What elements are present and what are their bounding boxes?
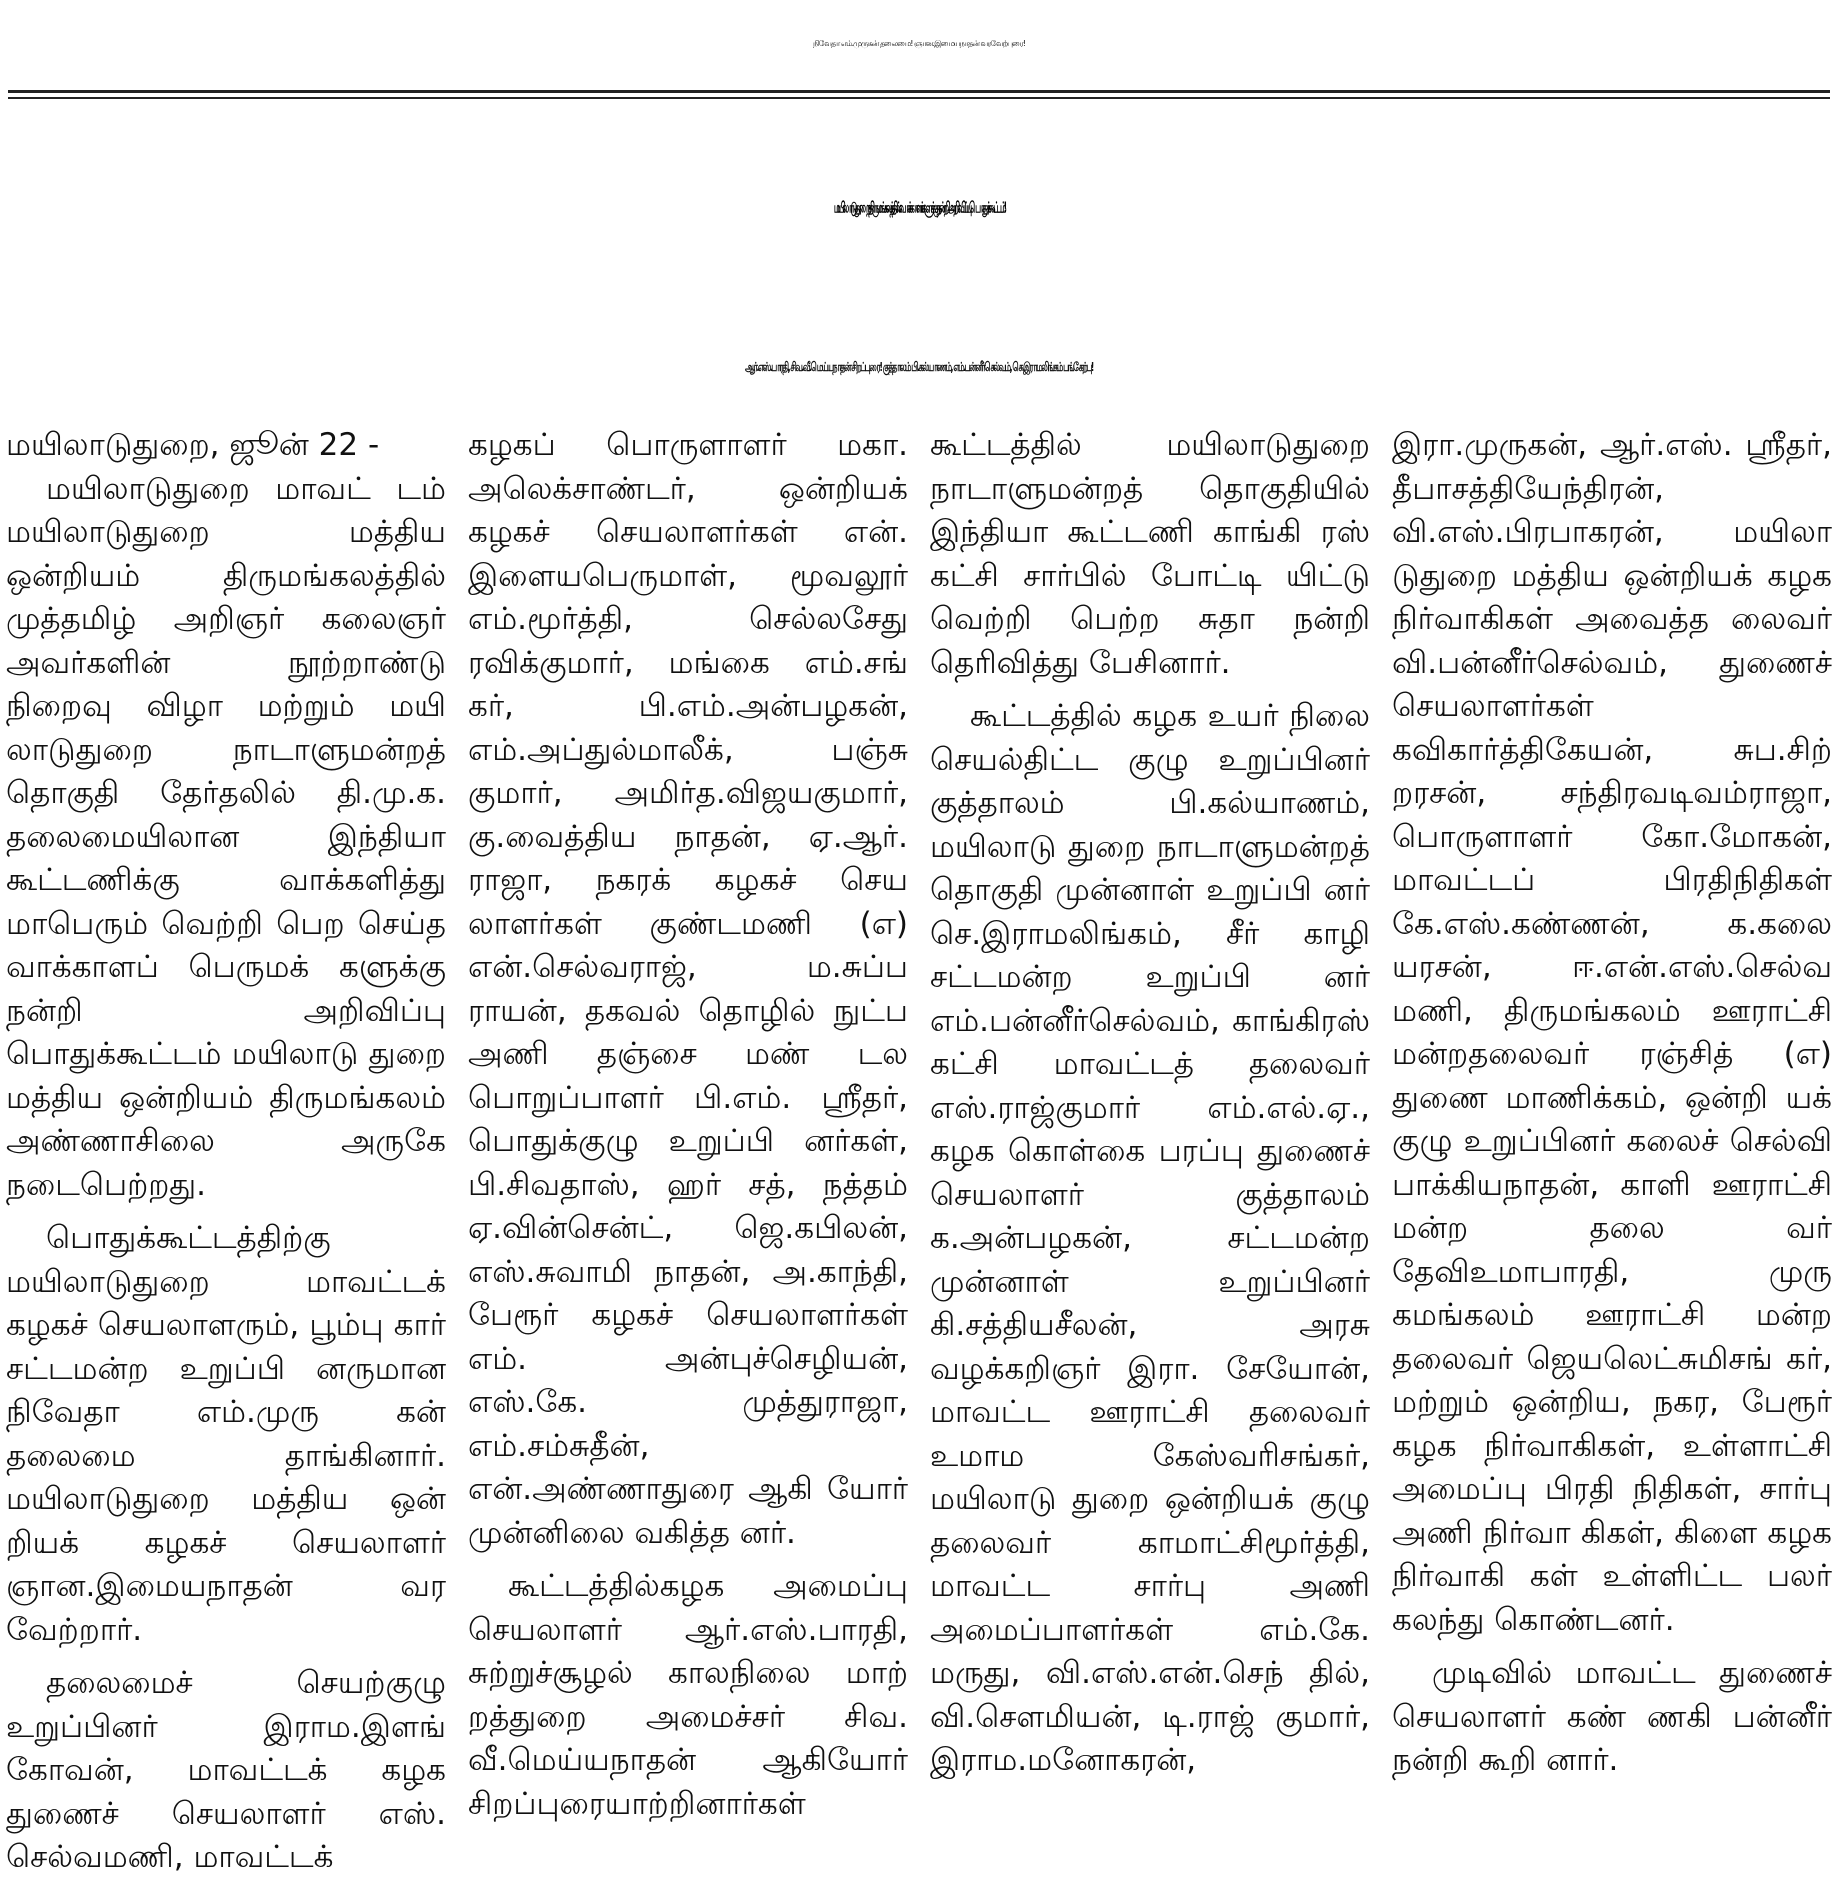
subheadline: ஆர்.எஸ்.பாரதி, சிவ.வீ.மெய்யநாதன் சிறப்புரை! குத்தாலம் பி.கல்யாணம், எம்.பன்னீர்செல்வம், செ.இராமலிங்கம் பங்கேற்பு! xyxy=(745,360,1093,375)
article-paragraph: கூட்டத்தில்கழக அமைப்பு செயலாளர் ஆர்.எஸ்.பாரதி, சுற்றுச்சூழல் காலநிலை மாற் றத்துறை அமைச்சர் சிவ. வீ.மெய்யநாதன் ஆகியோர் சிறப்புரையாற்றினார்கள் xyxy=(468,1568,908,1822)
article-body xyxy=(6,424,1832,1886)
article-paragraph: பொதுக்கூட்டத்திற்கு மயிலாடுதுறை மாவட்டக் கழகச் செயலாளரும், பூம்பு கார் சட்டமன்ற உறுப்பி னருமான நிவேதா எம்.முரு கன் தலைமை தாங்கினார். மயிலாடுதுறை மத்திய ஒன் றியக் கழகச் செயலாளர் ஞான.இமையநாதன் வர வேற்றார். xyxy=(6,1220,446,1648)
kicker-line: நிவேதா எம்.முருகன் தலைமை! ஞான.இமையநாதன் வரவேற்புரை! xyxy=(813,39,1025,48)
article-column-3 xyxy=(930,424,1370,1886)
article-column-4 xyxy=(1392,424,1832,1886)
article-paragraph: முடிவில் மாவட்ட துணைச் செயலாளர் கண் ணகி பன்னீர் நன்றி கூறி னார். xyxy=(1392,1655,1832,1778)
article-paragraph: கூட்டத்தில் மயிலாடுதுறை நாடாளுமன்றத் தொகுதியில் இந்தியா கூட்டணி காங்கி ரஸ் கட்சி சார்பில் போட்டி யிட்டு வெற்றி பெற்ற சுதா நன்றி தெரிவித்து பேசினார். xyxy=(930,427,1370,681)
article-paragraph: இரா.முருகன், ஆர்.எஸ். ஸ்ரீதர், தீபாசத்தியேந்திரன், வி.எஸ்.பிரபாகரன், மயிலா டுதுறை மத்திய ஒன்றியக் கழக நிர்வாகிகள் அவைத்த லைவர் வி.பன்னீர்செல்வம், துணைச் செயலாளர்கள் கவிகார்த்திகேயன், சுப.சிற் றரசன், சந்திரவடிவம்ராஜா, பொருளாளர் கோ.மோகன், மாவட்டப் பிரதிநிதிகள் கே.எஸ்.கண்ணன், க.கலை யரசன், ஈ.என்.எஸ்.செல்வ மணி, திருமங்கலம் ஊராட்சி மன்றதலைவர் ரஞ்சித் (எ) துணை மாணிக்கம், ஒன்றி யக் குழு உறுப்பினர் கலைச் செல்வி பாக்கியநாதன், காளி ஊராட்சி மன்ற தலை வர் தேவிஉமாபாரதி, முரு கமங்கலம் ஊராட்சி மன்ற தலைவர் ஜெயலெட்சுமிசங் கர், மற்றும் ஒன்றிய, நகர, பேரூர் கழக நிர்வாகிகள், உள்ளாட்சி அமைப்பு பிரதி நிதிகள், சார்பு அணி நிர்வா கிகள், கிளை கழக நிர்வாகி கள் உள்ளிட்ட பலர் கலந்து கொண்டனர். xyxy=(1392,427,1832,1638)
article-paragraph: தலைமைச் செயற்குழு உறுப்பினர் இராம.இளங் கோவன், மாவட்டக் கழக துணைச் செயலாளர் எஸ். செல்வமணி, மாவட்டக் xyxy=(6,1665,446,1875)
article-column-1 xyxy=(6,424,446,1886)
article-paragraph: கழகப் பொருளாளர் மகா. அலெக்சாண்டர், ஒன்றியக் கழகச் செயலாளர்கள் என். இளையபெருமாள், மூவலூர் எம்.மூர்த்தி, செல்லசேது ரவிக்குமார், மங்கை எம்.சங் கர், பி.எம்.அன்பழகன், எம்.அப்துல்மாலீக், பஞ்சு குமார், அமிர்த.விஜயகுமார், கு.வைத்திய நாதன், ஏ.ஆர். ராஜா, நகரக் கழகச் செய லாளர்கள் குண்டமணி (எ) என்.செல்வராஜ், ம.சுப்ப ராயன், தகவல் தொழில் நுட்ப அணி தஞ்சை மண் டல பொறுப்பாளர் பி.எம். ஸ்ரீதர், பொதுக்குழு உறுப்பி னர்கள், பி.சிவதாஸ், ஹர் சத், நத்தம் ஏ.வின்சென்ட், ஜெ.கபிலன், எஸ்.சுவாமி நாதன், அ.காந்தி, பேரூர் கழகச் செயலாளர்கள் எம். அன்புச்செழியன், எஸ்.கே. முத்துராஜா, எம்.சம்சுதீன், என்.அண்ணாதுரை ஆகி யோர் முன்னிலை வகித்த னர். xyxy=(468,427,908,1551)
article-paragraph: மயிலாடுதுறை மாவட் டம் மயிலாடுதுறை மத்திய ஒன்றியம் திருமங்கலத்தில் முத்தமிழ் அறிஞர் கலைஞர் அவர்களின் நூற்றாண்டு நிறைவு விழா மற்றும் மயி லாடுதுறை நாடாளுமன்றத் தொகுதி தேர்தலில் தி.மு.க. தலைமையிலான இந்தியா கூட்டணிக்கு வாக்களித்து மாபெரும் வெற்றி பெற செய்த வாக்காளப் பெருமக் களுக்கு நன்றி அறிவிப்பு பொதுக்கூட்டம் மயிலாடு துறை மத்திய ஒன்றியம் திருமங்கலம் அண்ணாசிலை அருகே நடைபெற்றது. xyxy=(6,470,446,1203)
dateline: மயிலாடுதுறை, ஜூன் 22 - xyxy=(6,427,380,463)
article-column-2 xyxy=(468,424,908,1886)
headline: மயிலாடுதுறை - திருமங்கலத்தில் வாக்காளர்களுக்கு நன்றி அறிவிப்பு பொதுக்கூட்டம்! xyxy=(833,199,1005,217)
article-paragraph: கூட்டத்தில் கழக உயர் நிலை செயல்திட்ட குழு உறுப்பினர் குத்தாலம் பி.கல்யாணம், மயிலாடு துறை நாடாளுமன்றத் தொகுதி முன்னாள் உறுப்பி னர் செ.இராமலிங்கம், சீர் காழி சட்டமன்ற உறுப்பி னர் எம்.பன்னீர்செல்வம், காங்கிரஸ் கட்சி மாவட்டத் தலைவர் எஸ்.ராஜ்குமார் எம்.எல்.ஏ., கழக கொள்கை பரப்பு துணைச் செயலாளர் குத்தாலம் க.அன்பழகன், சட்டமன்ற முன்னாள் உறுப்பினர் கி.சத்தியசீலன், அரசு வழக்கறிஞர் இரா. சேயோன், மாவட்ட ஊராட்சி தலைவர் உமாம கேஸ்வரிசங்கர், மயிலாடு துறை ஒன்றியக் குழு தலைவர் காமாட்சிமூர்த்தி, மாவட்ட சார்பு அணி அமைப்பாளர்கள் எம்.கே. மருது, வி.எஸ்.என்.செந் தில், வி.சௌமியன், டி.ராஜ் குமார், இராம.மனோகரன், xyxy=(930,698,1370,1778)
